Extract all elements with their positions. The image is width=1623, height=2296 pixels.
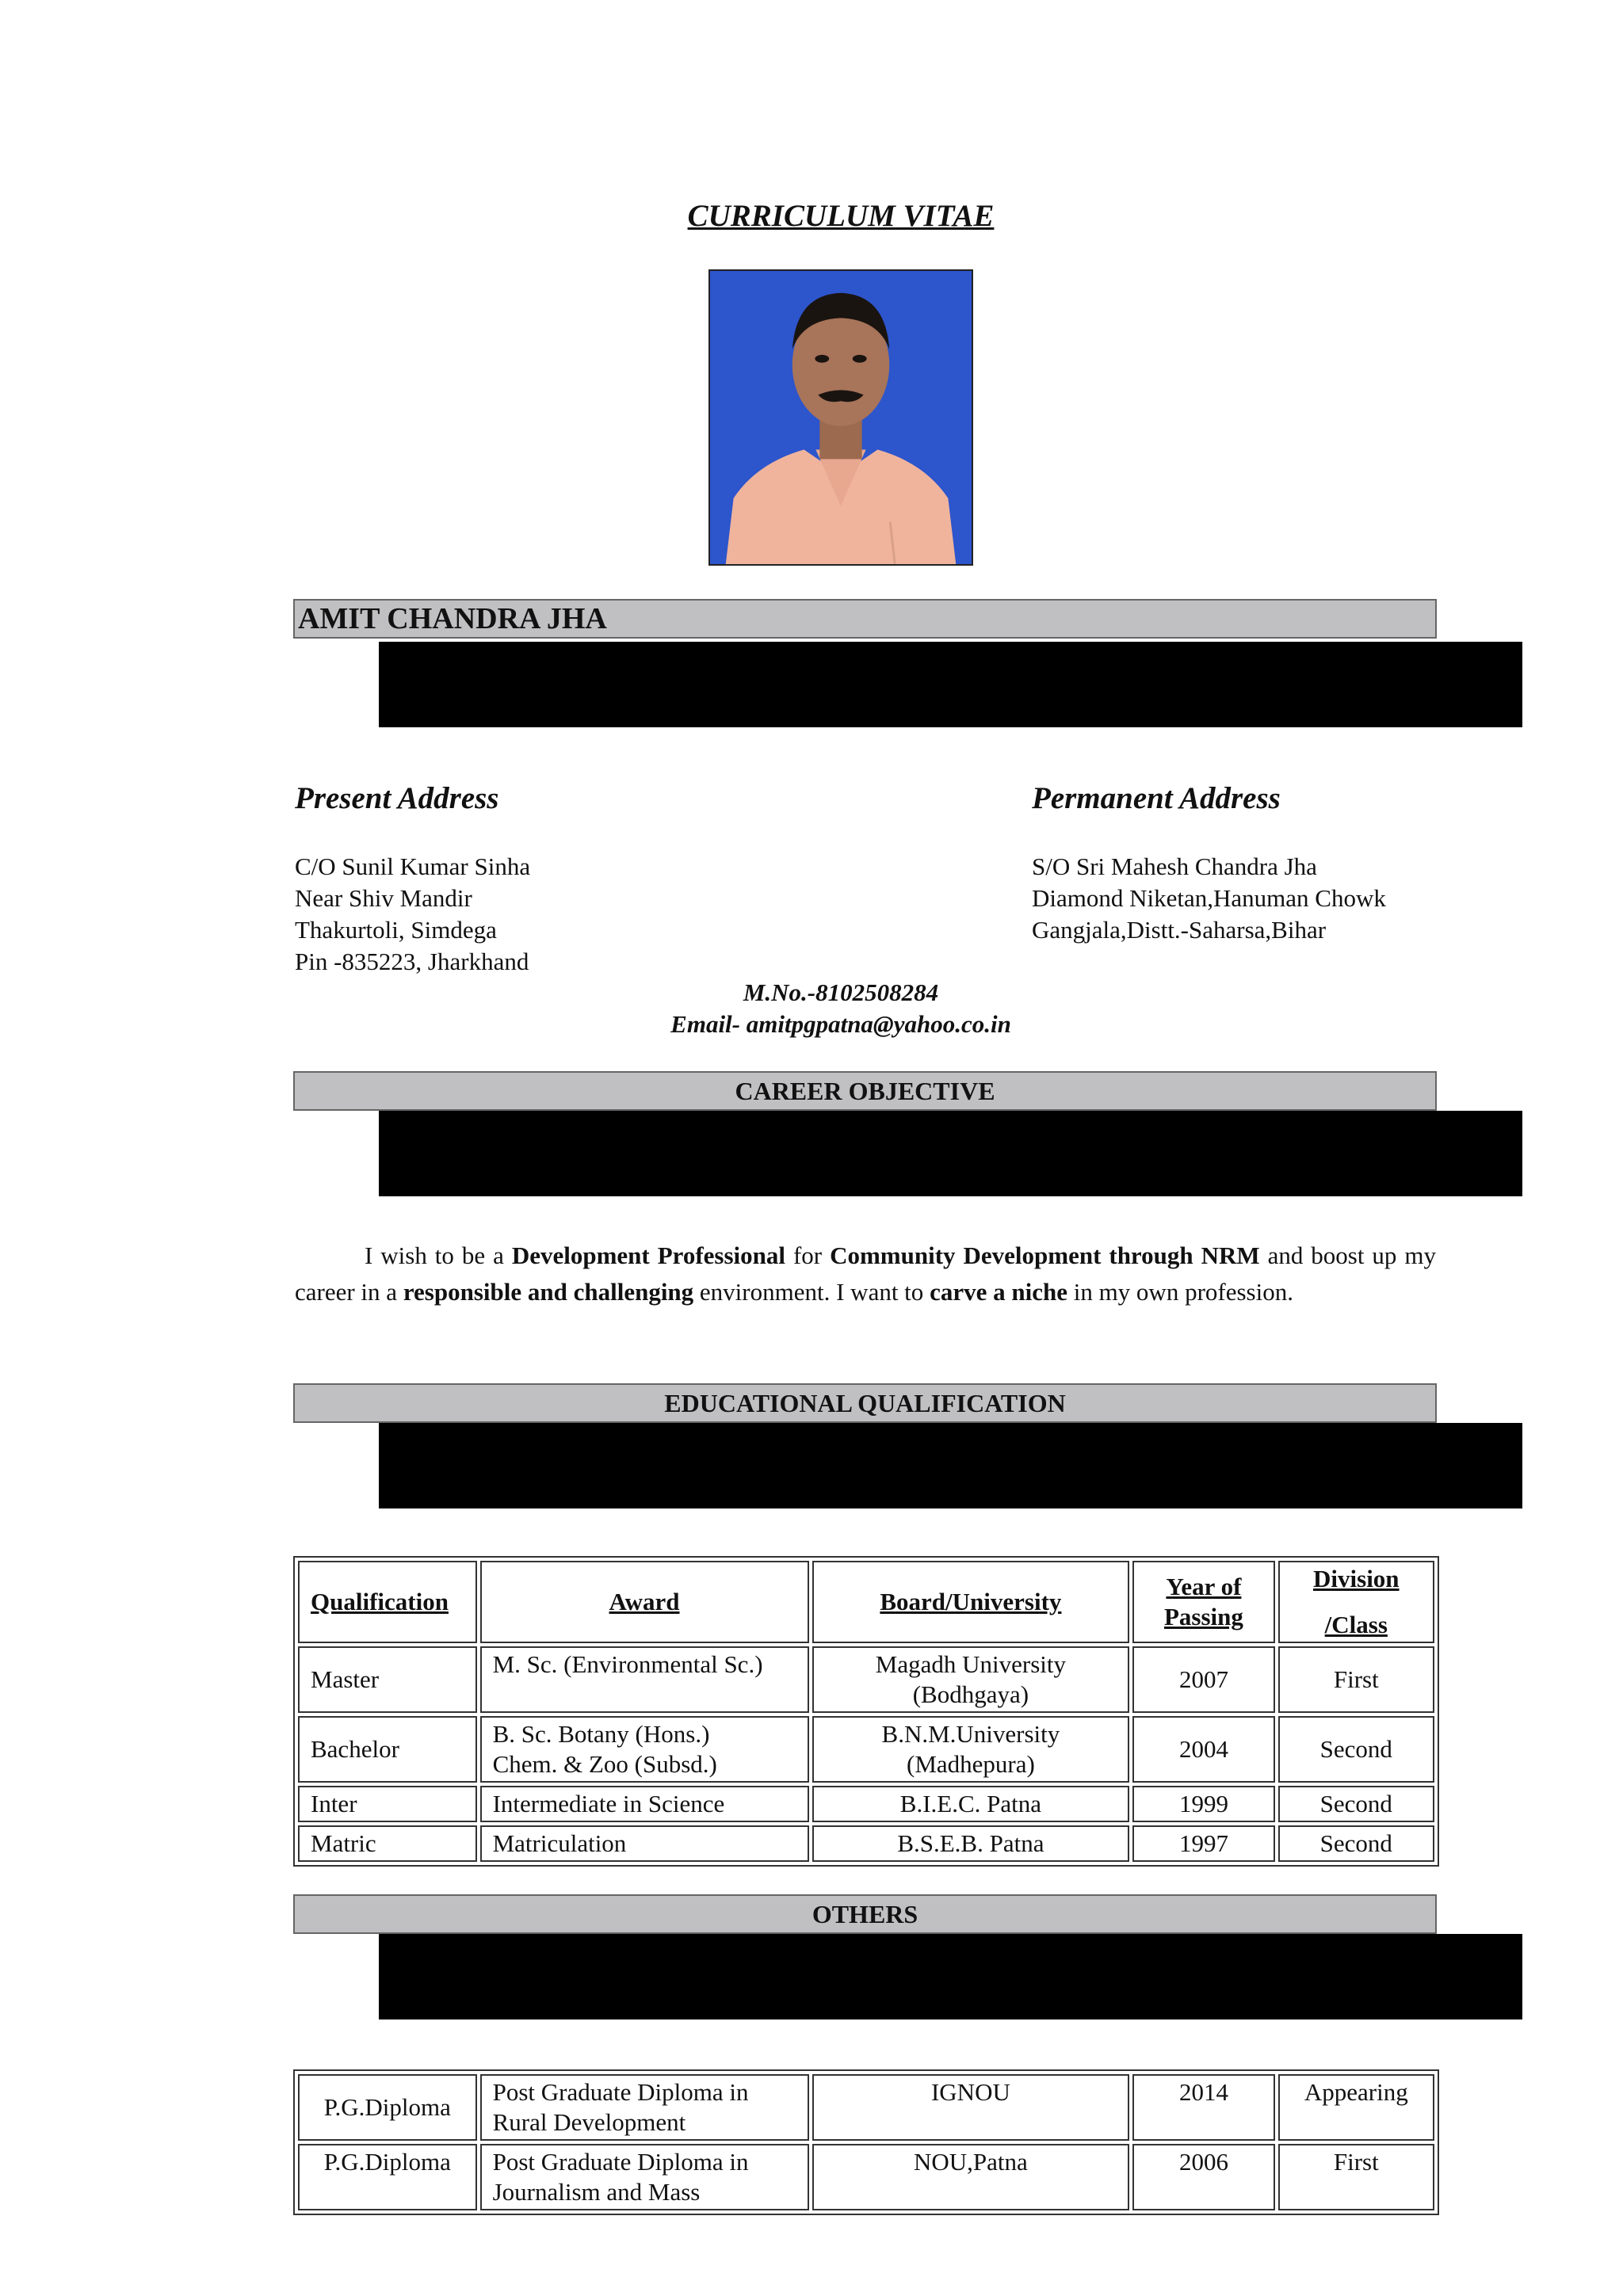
table-row	[298, 1716, 1434, 1783]
cell-year: 2004	[1132, 1716, 1274, 1783]
cell-board: IGNOU	[812, 2074, 1130, 2141]
section-heading: EDUCATIONAL QUALIFICATION	[664, 1389, 1066, 1417]
cell-year: 1999	[1132, 1786, 1274, 1822]
cell-year: 2006	[1132, 2144, 1274, 2210]
header-division-line: /Class	[1324, 1611, 1388, 1638]
cell-division: Second	[1278, 1716, 1434, 1783]
education-band	[293, 1383, 1437, 1423]
present-address-heading: Present Address	[295, 781, 499, 815]
header-award: Award	[480, 1561, 809, 1643]
present-address	[295, 851, 530, 978]
table-row	[298, 1646, 1434, 1713]
cell-year: 1997	[1132, 1825, 1274, 1862]
header-qualification: Qualification	[298, 1561, 477, 1643]
table-row	[298, 2074, 1434, 2141]
address-line: S/O Sri Mahesh Chandra Jha	[1032, 852, 1317, 880]
objective-text: in my own profession.	[1067, 1278, 1293, 1306]
redaction-block	[379, 1423, 1522, 1508]
header-year-line: Year of	[1166, 1573, 1242, 1600]
cell-line: (Madhepura)	[907, 1750, 1035, 1778]
cell-award	[480, 2074, 809, 2141]
cell-line: Journalism and Mass	[492, 2178, 701, 2206]
cell-award	[480, 2144, 809, 2210]
cell-qualification: P.G.Diploma	[298, 2074, 477, 2141]
cell-board	[812, 1716, 1130, 1783]
address-line: Near Shiv Mandir	[295, 884, 472, 912]
cell-status: Appearing	[1278, 2074, 1434, 2141]
address-line: Pin -835223, Jharkhand	[295, 948, 529, 975]
career-objective-band	[293, 1071, 1437, 1111]
redaction-block	[379, 1934, 1522, 2019]
cell-award	[480, 1716, 809, 1783]
cell-division: First	[1278, 1646, 1434, 1713]
objective-emphasis: responsible and challenging	[403, 1278, 694, 1306]
profile-photo	[708, 269, 973, 566]
cell-line: Post Graduate Diploma in	[492, 2148, 749, 2176]
address-line: Diamond Niketan,Hanuman Chowk	[1032, 884, 1386, 912]
mobile-number: M.No.-8102508284	[743, 978, 939, 1006]
redaction-block	[379, 642, 1522, 727]
cell-line: Magadh University	[875, 1650, 1067, 1678]
objective-emphasis: carve a niche	[930, 1278, 1067, 1306]
objective-text: I wish to be a	[365, 1241, 512, 1269]
name-band	[293, 599, 1437, 639]
cell-status: First	[1278, 2144, 1434, 2210]
objective-text: for	[785, 1241, 831, 1269]
cell-division: Second	[1278, 1825, 1434, 1862]
cell-qualification: Matric	[298, 1825, 477, 1862]
section-heading: OTHERS	[812, 1900, 918, 1928]
objective-text: and boost up my career in a	[295, 1241, 1436, 1306]
cell-award: Matriculation	[480, 1825, 809, 1862]
cell-line: Rural Development	[492, 2108, 686, 2136]
address-line: Thakurtoli, Simdega	[295, 916, 497, 944]
header-year-line: Passing	[1163, 1603, 1243, 1630]
table-row	[298, 1825, 1434, 1862]
address-line: C/O Sunil Kumar Sinha	[295, 852, 531, 880]
others-band	[293, 1894, 1437, 1934]
cell-board: B.I.E.C. Patna	[812, 1786, 1130, 1822]
objective-emphasis: Community Development through NRM	[830, 1241, 1260, 1269]
cell-line: (Bodhgaya)	[912, 1680, 1029, 1708]
permanent-address-heading: Permanent Address	[1032, 781, 1281, 815]
cell-board	[812, 1646, 1130, 1713]
email-address: Email- amitpgpatna@yahoo.co.in	[670, 1010, 1011, 1038]
cell-line: B. Sc. Botany (Hons.)	[492, 1720, 710, 1748]
cell-line: M. Sc. (Environmental Sc.)	[492, 1650, 763, 1678]
cell-qualification: Bachelor	[298, 1716, 477, 1783]
objective-text: environment. I want to	[693, 1278, 930, 1306]
objective-emphasis: Development Professional	[511, 1241, 786, 1269]
document-title: CURRICULUM VITAE	[687, 199, 995, 233]
cell-award: Intermediate in Science	[480, 1786, 809, 1822]
table-header-row	[298, 1561, 1434, 1643]
address-line: Gangjala,Distt.-Saharsa,Bihar	[1032, 916, 1327, 944]
section-heading: CAREER OBJECTIVE	[735, 1077, 995, 1105]
permanent-address	[1032, 851, 1386, 946]
cell-qualification: Master	[298, 1646, 477, 1713]
cell-qualification: P.G.Diploma	[298, 2144, 477, 2210]
career-objective-text	[295, 1238, 1436, 1310]
cell-year: 2014	[1132, 2074, 1274, 2141]
redaction-block	[379, 1111, 1522, 1196]
header-division	[1278, 1561, 1434, 1643]
education-table	[293, 1556, 1439, 1867]
cell-award	[480, 1646, 809, 1713]
table-row	[298, 1786, 1434, 1822]
table-row	[298, 2144, 1434, 2210]
others-table	[293, 2069, 1439, 2215]
cell-board: B.S.E.B. Patna	[812, 1825, 1130, 1862]
cell-qualification: Inter	[298, 1786, 477, 1822]
cell-line: B.N.M.University	[881, 1720, 1060, 1748]
cell-board: NOU,Patna	[812, 2144, 1130, 2210]
cell-year: 2007	[1132, 1646, 1274, 1713]
cell-division: Second	[1278, 1786, 1434, 1822]
candidate-name: AMIT CHANDRA JHA	[298, 602, 607, 635]
header-board: Board/University	[812, 1561, 1130, 1643]
cell-line: Post Graduate Diploma in	[492, 2078, 749, 2106]
header-year	[1132, 1561, 1274, 1643]
header-division-line: Division	[1313, 1565, 1400, 1592]
cell-line: Chem. & Zoo (Subsd.)	[492, 1750, 717, 1778]
